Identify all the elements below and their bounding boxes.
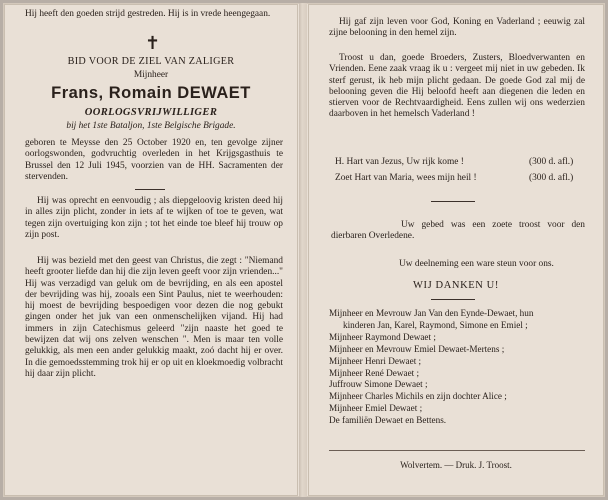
family-line: Mijnheer Charles Michils en zijn dochter Alice ; xyxy=(329,391,507,402)
closing-support-text: Uw deelneming een ware steun voor ons. xyxy=(399,259,554,269)
family-line: kinderen Jan, Karel, Raymond, Simone en Emiel ; xyxy=(343,319,528,330)
divider-rule xyxy=(135,189,165,190)
military-unit: bij het 1ste Bataljon, 1ste Belgische Brigade. xyxy=(66,121,236,131)
card-fold xyxy=(299,3,307,497)
indulgence-days-2: (300 d. afl.) xyxy=(529,173,574,183)
family-line: Mijnheer Emiel Dewaet ; xyxy=(329,403,423,414)
footer-rule xyxy=(329,450,585,451)
remembrance-card xyxy=(3,3,605,497)
family-line: Mijnheer Henri Dewaet ; xyxy=(329,355,422,366)
paragraph-spirit: Hij was bezield met den geest van Christus, die zegt : "Niemand heeft grooter liefde dan hij die zijn leven geeft voor zijn vrienden..." Hij was verzadigd van geluk om de bevrijding, en als een apostel der bevrijding was hij, zooals een Sint Paulus, niet te weerhouden: hij moest de bevrijding bespoedigen voor dezen die nog gebukt gingen onder het juk van een onmenschelijken vijand. Hij had immers in zijn Catechismus geleerd "zijn naaste het goed te bewijzen dat wij ons zelven wenschen ". Men is maar ten volle gelukkig, als men een ander gelukkig maakt, zoó dacht hij er over. In die gemoedsstemming trok hij er op uit en kloekmoedig volbracht hij daar zijn plicht. xyxy=(25,256,283,379)
left-page xyxy=(3,3,299,497)
family-line: Mijnheer Raymond Dewaet ; xyxy=(329,331,436,342)
family-line: De familiën Dewaet en Bettens. xyxy=(329,415,447,426)
biography: geboren te Meysse den 25 October 1920 en, ten gevolge zijner oorlogswonden, godvruchtig overleden in het Krijgsgasthuis te Brussel den 12 Juli 1945, voorzien van de HH. Sacramenten der stervenden. xyxy=(25,138,283,182)
intro-text: Hij heeft den goeden strijd gestreden. Hij is in vrede heengegaan. xyxy=(25,9,271,19)
cross-icon: ✝ xyxy=(145,33,161,53)
prayer-heading: BID VOOR DE ZIEL VAN ZALIGER xyxy=(67,56,235,67)
role-title: OORLOGSVRIJWILLIGER xyxy=(84,107,218,118)
deceased-name: Frans, Romain DEWAET xyxy=(51,84,251,102)
closing-prayer-text: Uw gebed was een zoete troost voor den dierbaren Overledene. xyxy=(331,220,585,242)
indulgence-prayer-2: Zoet Hart van Maria, wees mijn heil ! xyxy=(335,173,477,183)
family-line: Mijnheer en Mevrouw Emiel Dewaet-Mertens ; xyxy=(329,343,505,354)
title-word: Mijnheer xyxy=(133,70,169,80)
family-line: Mijnheer René Dewaet ; xyxy=(329,367,420,378)
family-line: Mijnheer en Mevrouw Jan Van den Eynde-Dewaet, hun xyxy=(329,308,534,318)
printer-credit: Wolvertem. — Druk. J. Troost. xyxy=(400,460,512,470)
family-list xyxy=(329,308,597,427)
paragraph-character: Hij was oprecht en eenvoudig ; als diepgeloovig kristen deed hij in alles zijn plicht, zonder in iets af te wijken of toe te geven, wat tegen zijn overtuiging kon zijn ; tot het einde toe bleef hij trouw op zijn post. xyxy=(25,196,283,240)
divider-rule xyxy=(431,299,475,300)
divider-rule xyxy=(431,201,475,202)
indulgence-prayer-1: H. Hart van Jezus, Uw rijk kome ! xyxy=(335,157,464,167)
family-line: Juffrouw Simone Dewaet ; xyxy=(329,379,428,390)
thanks-heading: WIJ DANKEN U! xyxy=(413,280,499,291)
right-page xyxy=(307,3,605,497)
paragraph-consolation: Troost u dan, goede Broeders, Zusters, Bloedverwanten en Vrienden. Eene zaak vraag ik u : vergeet mij niet in uw gebeden. Ik sterf gerust, ik heb mijn plicht gedaan. De goede God zal mij de belooning geven die Hij beloofd heeft aan diegenen die leden en stierven voor de Rechtvaardigheid. Eens zullen wij ons wederzien daarboven in het hemelsch Vaderland ! xyxy=(329,53,585,120)
indulgence-days-1: (300 d. afl.) xyxy=(529,157,574,167)
paragraph-sacrifice: Hij gaf zijn leven voor God, Koning en Vaderland ; eeuwig zal zijne belooning in den hemel zijn. xyxy=(329,17,585,39)
